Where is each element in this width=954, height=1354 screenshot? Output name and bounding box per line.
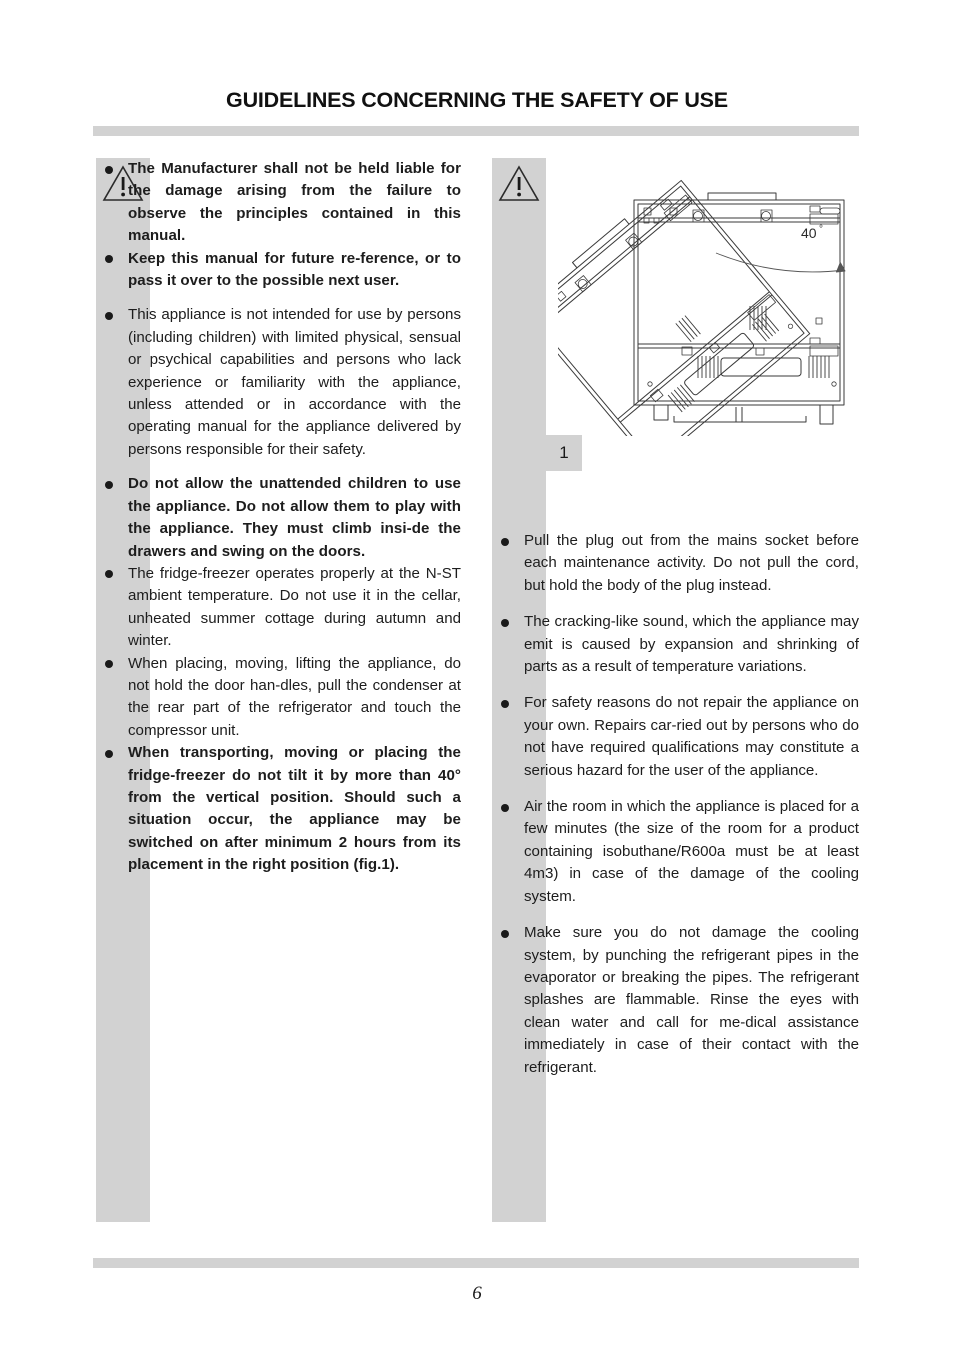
svg-text:°: ° bbox=[819, 224, 823, 235]
footer-divider bbox=[93, 1258, 859, 1268]
header-divider bbox=[93, 126, 859, 136]
list-item: The fridge-freezer operates properly at the N-ST ambient temperature. Do not use it in the cellar, unheated summer cottage during autumn and winter. bbox=[96, 563, 461, 653]
list-item: Do not allow the unattended children to use the appliance. Do not allow them to play with the appliance. They must climb insi-de the drawers and swing on the doors. bbox=[96, 473, 461, 563]
figure-caption-number: 1 bbox=[559, 443, 569, 462]
list-item: The cracking-like sound, which the appliance may emit is caused by expansion and shrinking of parts as a result of temperature variations. bbox=[492, 611, 859, 678]
list-item: Make sure you do not damage the cooling system, by punching the refrigerant pipes in the evaporator or breaking the pipes. The refrigerant splashes are flammable. Rinse the eyes with clean water and call for me-dical assistance immediately in case of their contact with the refrigerant. bbox=[492, 922, 859, 1079]
list-item: Pull the plug out from the mains socket before each maintenance activity. Do not pull the cord, but hold the body of the plug instead. bbox=[492, 530, 859, 597]
page-title: GUIDELINES CONCERNING THE SAFETY OF USE bbox=[226, 88, 728, 112]
list-item: The Manufacturer shall not be held liable for the damage arising from the failure to observe the principles contained in this manual. bbox=[96, 158, 461, 248]
svg-text:40: 40 bbox=[801, 225, 817, 241]
list-item: Air the room in which the appliance is placed for a few minutes (the size of the room for a product containing isobuthane/R600a must be at least 4m3) in case of the damage of the cooling system. bbox=[492, 796, 859, 908]
figure-tilt-diagram bbox=[558, 158, 858, 436]
list-item: For safety reasons do not repair the appliance on your own. Repairs car-ried out by persons who do not have required qualifications may constitute a serious hazard for the user of the appliance. bbox=[492, 692, 859, 782]
left-column-bullet-list bbox=[96, 158, 461, 877]
warning-triangle-icon bbox=[497, 164, 541, 204]
list-item: When placing, moving, lifting the appliance, do not hold the door han-dles, pull the condenser at the rear part of the refrigerator and touch the compressor unit. bbox=[96, 653, 461, 743]
list-item: When transporting, moving or placing the fridge-freezer do not tilt it by more than 40° from the vertical position. Should such a situation occur, the appliance may be switched on after minimum 2 hours from its placement in the right position (fig.1). bbox=[96, 742, 461, 876]
list-item: Keep this manual for future re-ference, or to pass it over to the possible next user. bbox=[96, 248, 461, 293]
right-column-bullet-list bbox=[492, 530, 859, 1079]
page-number: 6 bbox=[472, 1283, 482, 1304]
list-item: This appliance is not intended for use by persons (including children) with limited physical, sensual or psychical capabilities and persons who lack experience or familiarity with the appliance, unless attended or in accordance with the operating manual for the appliance delivered by persons responsible for their safety. bbox=[96, 304, 461, 461]
